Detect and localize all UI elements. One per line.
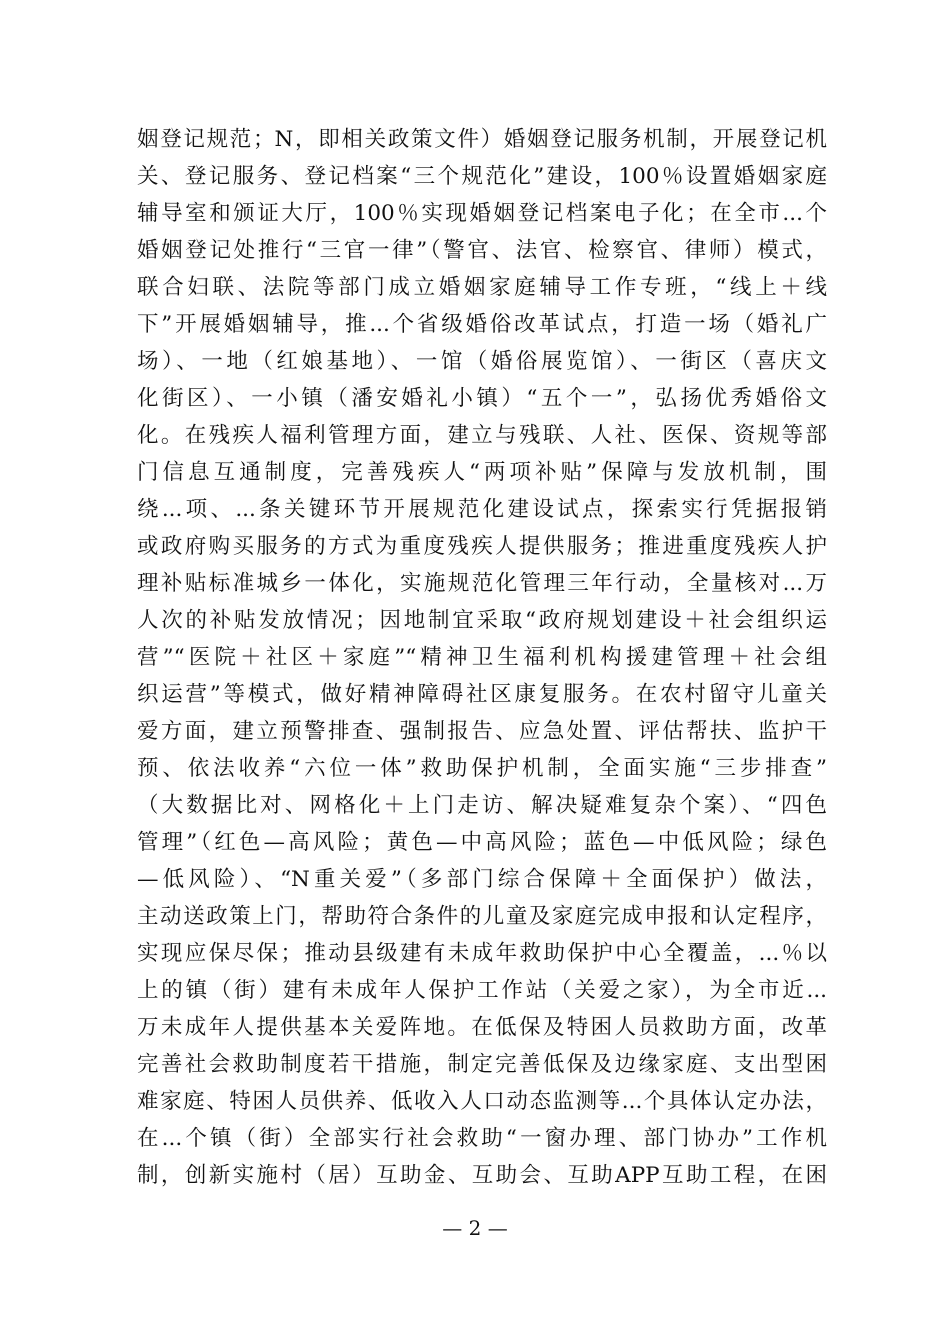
- text-line: 实现应保尽保；推动县级建有未成年救助保护中心全覆盖，...％以: [137, 941, 827, 966]
- text-line: 织运营”等模式，做好精神障碍社区康复服务。在农村留守儿童关: [137, 682, 827, 707]
- text-line: 或政府购买服务的方式为重度残疾人提供服务；推进重度残疾人护: [137, 534, 827, 559]
- text-line: 爱方面，建立预警排查、强制报告、应急处置、评估帮扶、监护干: [137, 719, 827, 744]
- page-number: — 2 —: [442, 1216, 508, 1240]
- text-line: 完善社会救助制度若干措施，制定完善低保及边缘家庭、支出型困: [137, 1052, 827, 1077]
- text-line: 绕...项、...条关键环节开展规范化建设试点，探索实行凭据报销: [137, 497, 827, 522]
- text-line: 管理”（红色—高风险；黄色—中高风险；蓝色—中低风险；绿色: [137, 830, 827, 855]
- text-line: 姻登记规范；N，即相关政策文件）婚姻登记服务机制，开展登记机: [137, 127, 827, 152]
- text-line: 营”“医院＋社区＋家庭”“精神卫生福利机构援建管理＋社会组: [137, 645, 827, 670]
- text-line: 上的镇（街）建有未成年人保护工作站（关爱之家），为全市近...: [137, 978, 827, 1003]
- text-line: 制，创新实施村（居）互助金、互助会、互助APP互助工程，在困: [137, 1163, 827, 1188]
- text-line: 下”开展婚姻辅导，推...个省级婚俗改革试点，打造一场（婚礼广: [137, 312, 827, 337]
- text-line: 在...个镇（街）全部实行社会救助“一窗办理、部门协办”工作机: [137, 1126, 827, 1151]
- text-line: 万未成年人提供基本关爱阵地。在低保及特困人员救助方面，改革: [137, 1015, 827, 1040]
- text-line: （大数据比对、网格化＋上门走访、解决疑难复杂个案）、“四色: [137, 793, 827, 818]
- text-line: 门信息互通制度，完善残疾人“两项补贴”保障与发放机制，围: [137, 460, 827, 485]
- text-line: 场）、一地（红娘基地）、一馆（婚俗展览馆）、一街区（喜庆文: [137, 349, 827, 374]
- text-line: 辅导室和颁证大厅，100％实现婚姻登记档案电子化；在全市...个: [137, 201, 827, 226]
- text-line: 理补贴标准城乡一体化，实施规范化管理三年行动，全量核对...万: [137, 571, 827, 596]
- text-line: 化。在残疾人福利管理方面，建立与残联、人社、医保、资规等部: [137, 423, 827, 448]
- text-line: 关、登记服务、登记档案“三个规范化”建设，100％设置婚姻家庭: [137, 164, 827, 189]
- text-line: 婚姻登记处推行“三官一律”（警官、法官、检察官、律师）模式，: [137, 238, 827, 263]
- text-line: 难家庭、特困人员供养、低收入人口动态监测等...个具体认定办法，: [137, 1089, 827, 1114]
- text-line: 预、依法收养“六位一体”救助保护机制，全面实施“三步排查”: [137, 756, 827, 781]
- text-line: 人次的补贴发放情况；因地制宜采取“政府规划建设＋社会组织运: [137, 608, 827, 633]
- text-line: 化街区）、一小镇（潘安婚礼小镇）“五个一”，弘扬优秀婚俗文: [137, 386, 827, 411]
- text-line: 主动送政策上门，帮助符合条件的儿童及家庭完成申报和认定程序，: [137, 904, 827, 929]
- text-line: 联合妇联、法院等部门成立婚姻家庭辅导工作专班，“线上＋线: [137, 275, 827, 300]
- body-text: [137, 121, 827, 1194]
- text-line: —低风险）、“N重关爱”（多部门综合保障＋全面保护）做法，: [137, 867, 827, 892]
